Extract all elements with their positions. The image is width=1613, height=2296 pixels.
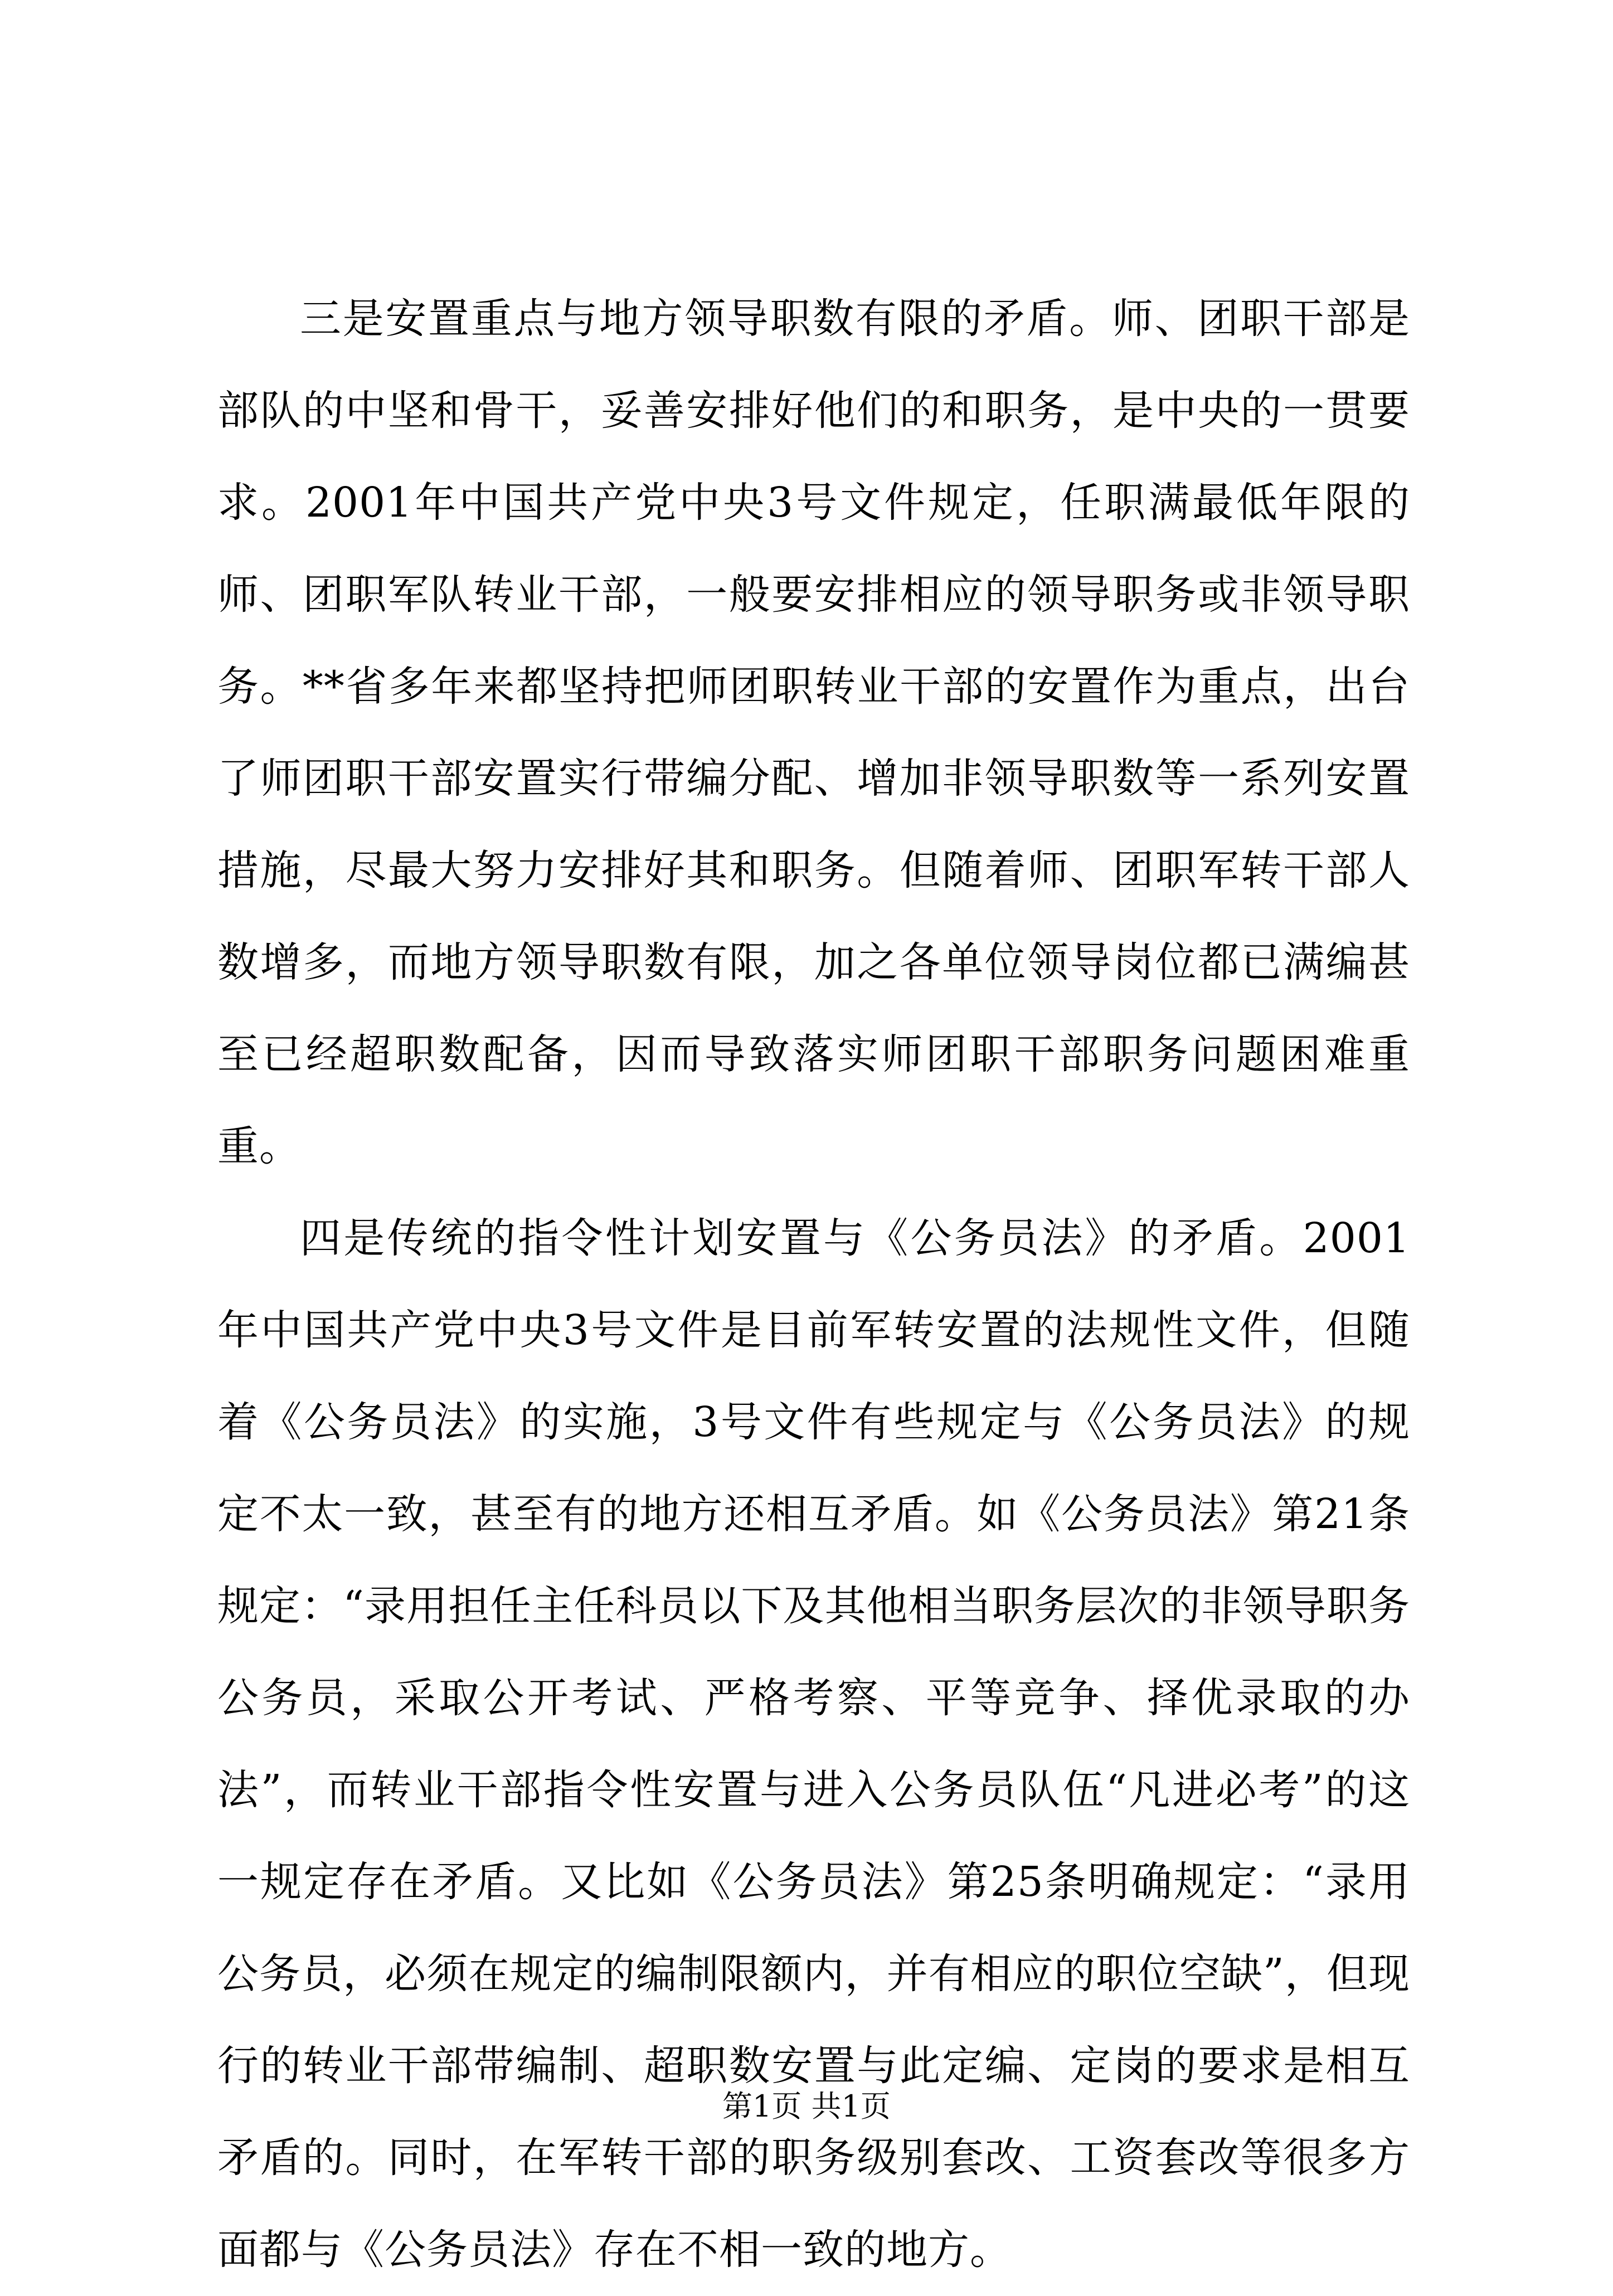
- document-body: [217, 273, 1410, 2296]
- paragraph-1: 三是安置重点与地方领导职数有限的矛盾。师、团职干部是部队的中坚和骨干，妥善安排好他们的和职务，是中央的一贯要求。2001年中国共产党中央3号文件规定，任职满最低年限的师、团职军队转业干部，一般要安排相应的领导职务或非领导职务。**省多年来都坚持把师团职转业干部的安置作为重点，出台了师团职干部安置实行带编分配、增加非领导职数等一系列安置措施，尽最大努力安排好其和职务。但随着师、团职军转干部人数增多，而地方领导职数有限，加之各单位领导岗位都已满编甚至已经超职数配备，因而导致落实师团职干部职务问题困难重重。: [217, 295, 1410, 1170]
- paragraph-2: 四是传统的指令性计划安置与《公务员法》的矛盾。2001年中国共产党中央3号文件是目前军转安置的法规性文件，但随着《公务员法》的实施，3号文件有些规定与《公务员法》的规定不太一致，甚至有的地方还相互矛盾。如《公务员法》第21条规定：“录用担任主任科员以下及其他相当职务层次的非领导职务公务员，采取公开考试、严格考察、平等竞争、择优录取的办法”，而转业干部指令性安置与进入公务员队伍“凡进必考”的这一规定存在矛盾。又比如《公务员法》第25条明确规定：“录用公务员，必须在规定的编制限额内，并有相应的职位空缺”，但现行的转业干部带编制、超职数安置与此定编、定岗的要求是相互矛盾的。同时，在军转干部的职务级别套改、工资套改等很多方面都与《公务员法》存在不相一致的地方。: [217, 1214, 1410, 2274]
- page-number-footer: 第1页 共1页: [722, 2089, 891, 2124]
